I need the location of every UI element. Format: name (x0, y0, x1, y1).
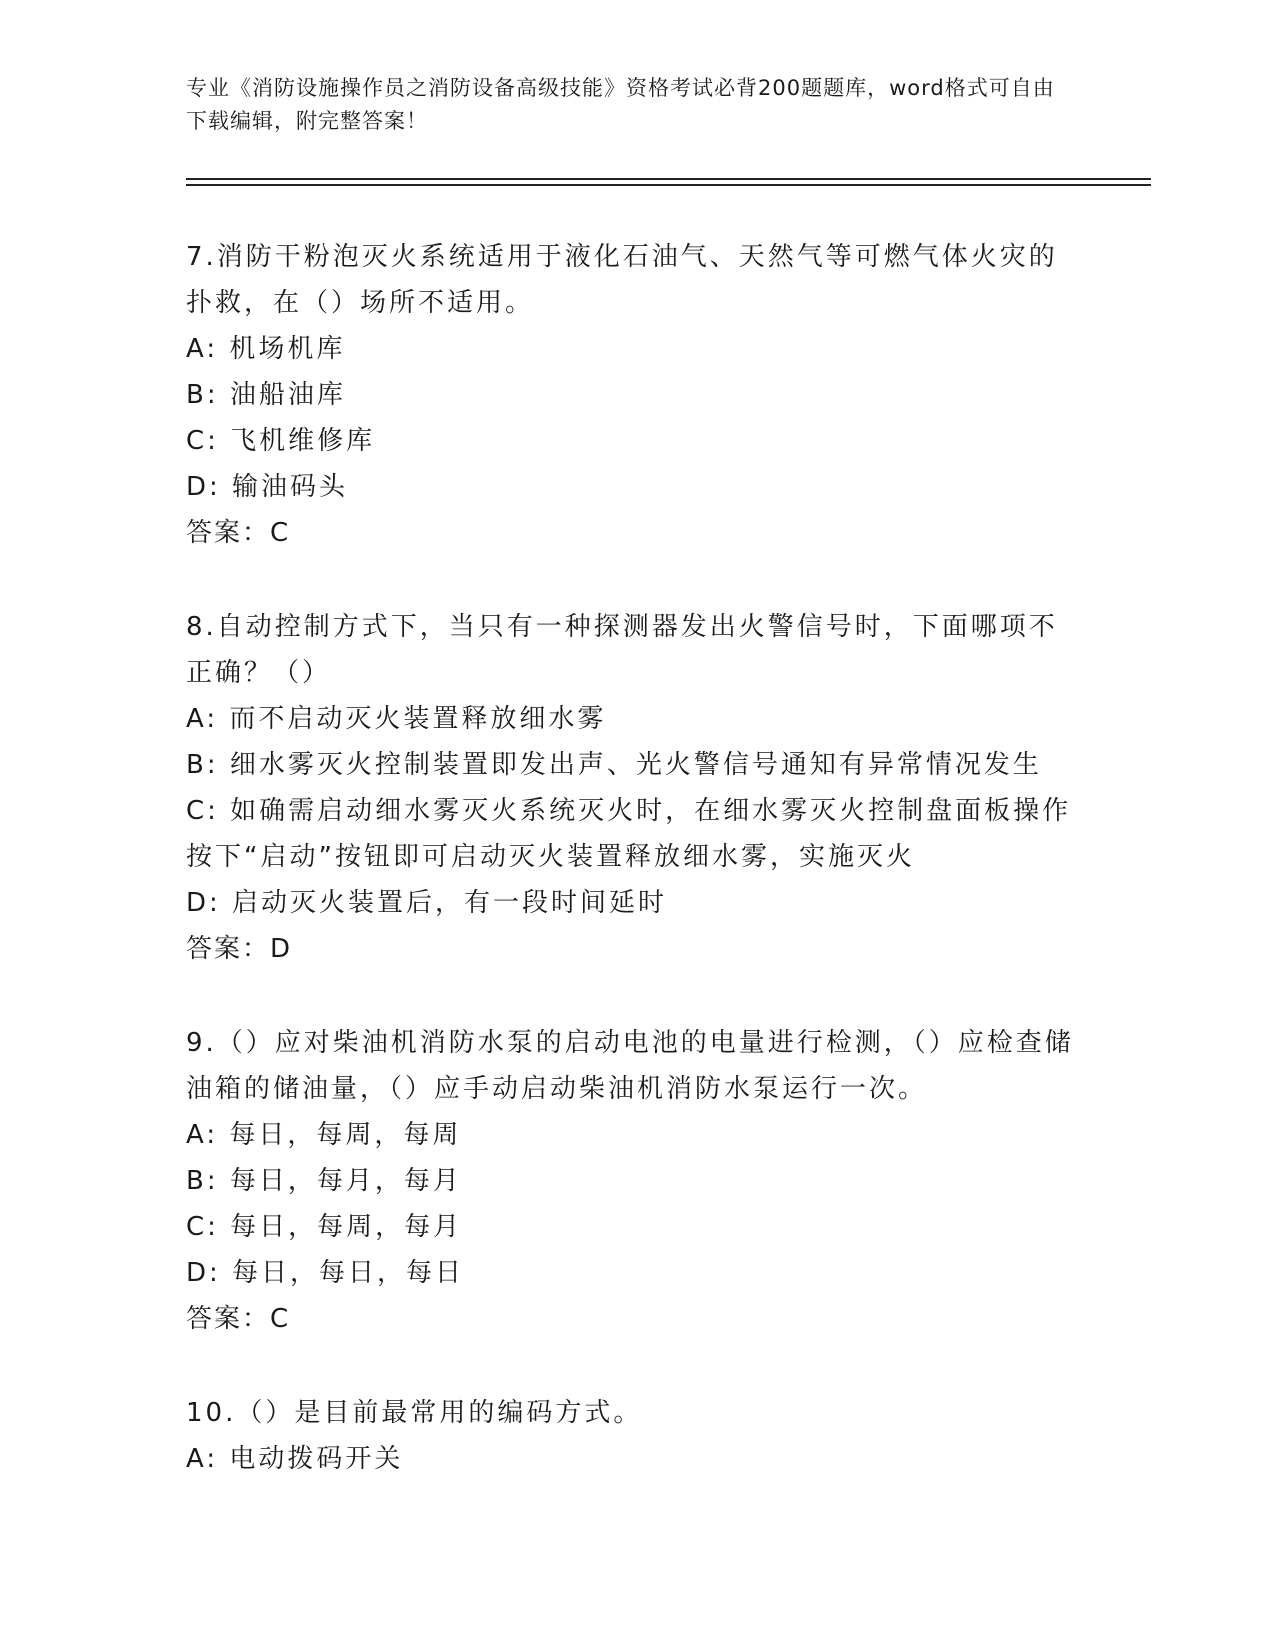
question-stem: 8.自动控制方式下，当只有一种探测器发出火警信号时，下面哪项不正确？（） (186, 612, 1058, 688)
option-d: D: 输油码头 (186, 472, 349, 502)
option-a: A: 而不启动灭火装置释放细水雾 (186, 704, 607, 734)
question-8 (186, 604, 1076, 972)
option-a: A: 每日，每周，每周 (186, 1120, 462, 1150)
answer: 答案：C (186, 1304, 291, 1334)
question-stem: 9.（）应对柴油机消防水泵的启动电池的电量进行检测，（）应检查储油箱的储油量，（）应手动启动柴油机消防水泵运行一次。 (186, 1028, 1074, 1104)
option-c: C: 如确需启动细水雾灭火系统灭火时，在细水雾灭火控制盘面板操作按下“启动”按钮即可启动灭火装置释放细水雾，实施灭火 (186, 796, 1072, 872)
option-d: D: 每日，每日，每日 (186, 1258, 465, 1288)
option-c: C: 飞机维修库 (186, 426, 376, 456)
question-stem: 7.消防干粉泡灭火系统适用于液化石油气、天然气等可燃气体火灾的扑救，在（）场所不适用。 (186, 242, 1058, 318)
question-10 (186, 1390, 1076, 1482)
answer: 答案：D (186, 934, 293, 964)
document-header: 专业《消防设施操作员之消防设备高级技能》资格考试必背200题题库，word格式可自由下载编辑，附完整答案！ (186, 76, 1055, 133)
option-b: B: 油船油库 (186, 380, 346, 410)
option-b: B: 每日，每月，每月 (186, 1166, 462, 1196)
option-a: A: 机场机库 (186, 334, 346, 364)
option-b: B: 细水雾灭火控制装置即发出声、光火警信号通知有异常情况发生 (186, 750, 1042, 780)
option-a: A: 电动拨码开关 (186, 1444, 404, 1474)
header-divider-bottom (186, 184, 1151, 186)
question-list (186, 234, 1076, 1530)
question-7 (186, 234, 1076, 556)
question-9 (186, 1020, 1076, 1342)
question-stem: 10.（）是目前最常用的编码方式。 (186, 1398, 643, 1428)
option-d: D: 启动灭火装置后，有一段时间延时 (186, 888, 668, 918)
header-divider-top (186, 178, 1151, 180)
option-c: C: 每日，每周，每月 (186, 1212, 463, 1242)
answer: 答案：C (186, 518, 291, 548)
